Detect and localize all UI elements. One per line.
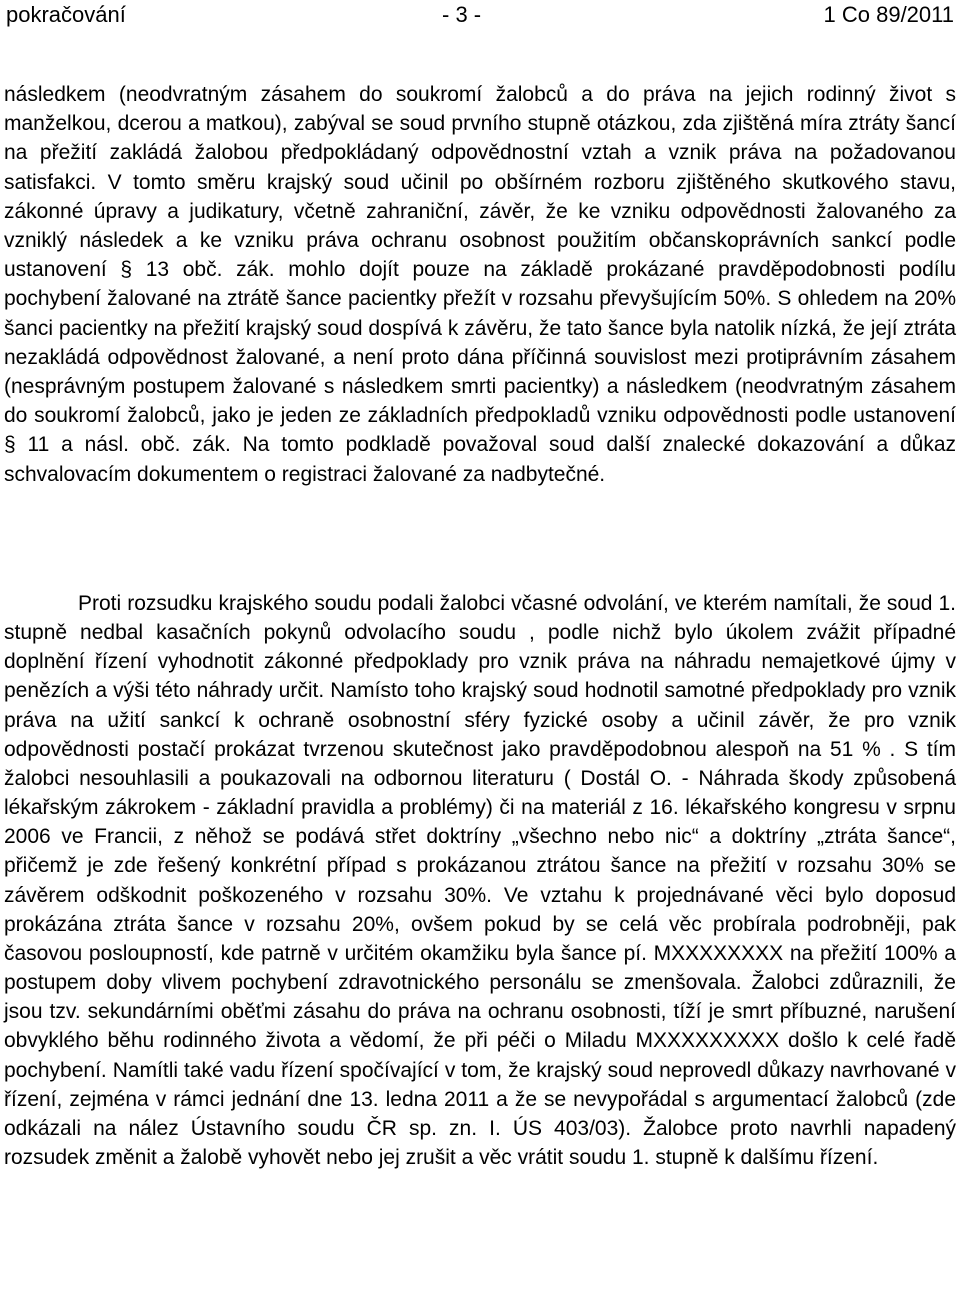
page-header bbox=[6, 0, 954, 32]
header-continuation-label: pokračování bbox=[6, 2, 126, 27]
case-number: 1 Co 89/2011 bbox=[823, 2, 954, 27]
paragraph-1: následkem (neodvratným zásahem do soukromí žalobců a do práva na jejich rodinný život s manželkou, dcerou a matkou), zabýval se soud prvního stupně otázkou, zda zjištěná míra ztráty šancí na přežití zakládá žalobou předpokládaný odpovědnostní vztah a vznik práva na požadovanou satisfakci. V tomto směru krajský soud učinil po obšírném rozboru zjištěného skutkového stavu, zákonné úpravy a judikatury, včetně zahraniční, závěr, že ke vzniku odpovědnosti žalovaného za vzniklý následek a ke vzniku práva ochranu osobnost použitím občanskoprávních sankcí podle ustanovení § 13 obč. zák. mohlo dojít pouze na základě prokázané pravděpodobnosti podílu pochybení žalované na ztrátě šance pacientky přežít v rozsahu převyšujícím 50%. S ohledem na 20% šanci pacientky na přežití krajský soud dospívá k závěru, že tato šance byla natolik nízká, že její ztráta nezakládá odpovědnost žalované, a není proto dána příčinná souvislost mezi protiprávním zásahem (nesprávným postupem žalované s následkem smrti pacientky) a následkem (neodvratným zásahem do soukromí žalobců, jako je jeden ze základních předpokladů vzniku odpovědnosti podle ustanovení § 11 a násl. obč. zák. Na tomto podkladě považoval soud další znalecké dokazování a důkaz schvalovacím dokumentem o registraci žalované za nadbytečné. bbox=[4, 83, 956, 486]
paragraph-2: Proti rozsudku krajského soudu podali žalobci včasné odvolání, ve kterém namítali, že soud 1. stupně nedbal kasačních pokynů odvolacího soudu , podle nichž bylo úkolem zvážit případné doplnění řízení vyhodnotit zákonné předpoklady pro vznik práva na náhradu nemajetkové újmy v penězích a výši této náhrady určit. Namísto toho krajský soud hodnotil samotné předpoklady pro vznik práva na užití sankcí k ochraně osobnostní sféry fyzické osoby a učinil závěr, že pro vznik odpovědnosti postačí prokázat tvrzenou skutečnost jako pravděpodobnou alespoň na 51 % . S tím žalobci nesouhlasili a poukazovali na odbornou literaturu ( Dostál O. - Náhrada škody způsobená lékařským zákrokem - základní pravidla a problémy) či na materiál z 16. lékařského kongresu v srpnu 2006 ve Francii, z něhož se podává střet doktríny „všechno nebo nic“ a doktríny „ztráta šance“, přičemž je zde řešený konkrétní případ s prokázanou ztrátou šance na přežití v rozsahu 30% se závěrem odškodnit poškozeného v rozsahu 30%. Ve vztahu k projednávané věci bylo doposud prokázána ztráta šance v rozsahu 20%, ovšem pokud by se celá věc probírala podrobněji, pak časovou posloupností, kde patrně v určitém okamžiku byla šance pí. MXXXXXXXX na přežití 100% a postupem doby vlivem pochybení zdravotnického personálu se zmenšovala. Žalobci zdůraznili, že jsou tzv. sekundárními oběťmi zásahu do práva na ochranu osobnosti, tíží je smrt příbuzné, narušení obvyklého běhu rodinného života a vědomí, že při péči o Miladu MXXXXXXXXX došlo k celé řadě pochybení. Namítli také vadu řízení spočívající v tom, že krajský soud neprovedl důkazy navrhované v řízení, zejména v rámci jednání dne 13. ledna 2011 a že se nevypořádal s argumentací žalobců (zde odkázali na nález Ústavního soudu ČR sp. zn. I. ÚS 403/03). Žalobce proto navrhli napadený rozsudek změnit a žalobě vyhovět nebo jej zrušit a věc vrátit soudu 1. stupně k dalšímu řízení. bbox=[4, 592, 956, 1169]
page-number: - 3 - bbox=[442, 2, 482, 27]
